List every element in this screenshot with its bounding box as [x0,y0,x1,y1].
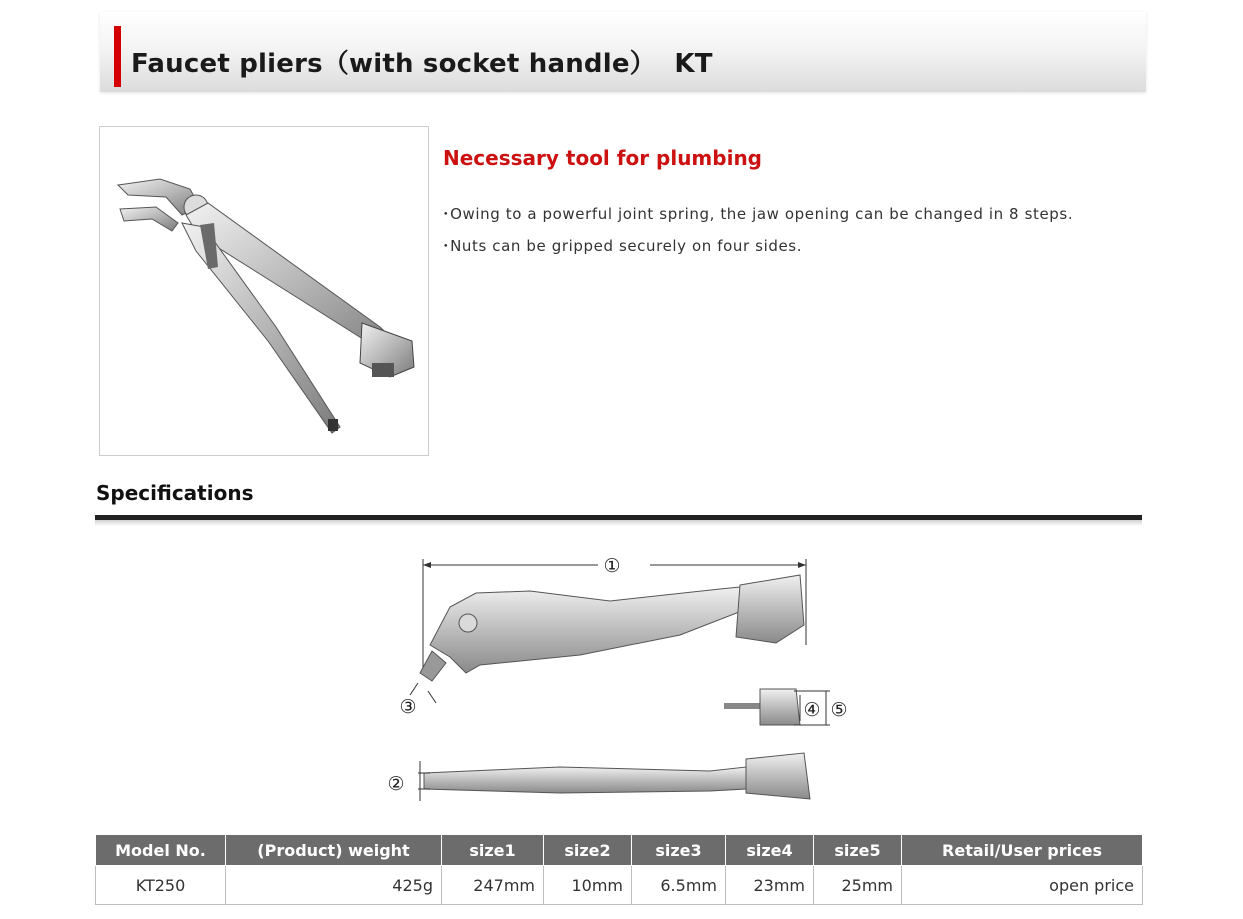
table-header-row [96,835,1143,866]
dimension-diagram [380,545,860,820]
specifications-table [95,834,1143,905]
cell-weight: 425g [226,866,442,905]
pliers-top-socket [746,753,810,799]
dim1-arrow-left [423,562,431,568]
table-row [96,866,1143,905]
feature-item: ･Owing to a powerful joint spring, the jaw opening can be changed in 8 steps. [442,205,1074,223]
product-image [99,126,429,456]
feature-list [442,204,1073,268]
specifications-heading: Specifications [96,481,254,505]
dim-label-5: ⑤ [830,699,848,721]
pliers-socket-end [736,575,804,643]
feature-item: ･Nuts can be gripped securely on four sides. [442,237,803,255]
pliers-side-body [430,587,752,673]
faucet-pliers-photo-icon [100,127,428,455]
col-header-size2: size2 [544,835,632,866]
pliers-dimension-drawing [380,545,860,820]
dim1-arrow-right [798,562,806,568]
col-header-weight: (Product) weight [226,835,442,866]
cell-price: open price [902,866,1143,905]
dim-label-2: ② [387,773,405,795]
socket-shaft [724,703,760,709]
col-header-size4: size4 [726,835,814,866]
section-divider-shadow [95,520,1142,526]
dim-label-3: ③ [399,696,417,718]
product-tagline: Necessary tool for plumbing [443,146,762,170]
cell-size4: 23mm [726,866,814,905]
cell-model: KT250 [96,866,226,905]
col-header-price: Retail/User prices [902,835,1143,866]
cell-size2: 10mm [544,866,632,905]
col-header-size1: size1 [442,835,544,866]
dim-label-1: ① [603,555,621,577]
cell-size3: 6.5mm [632,866,726,905]
socket-head [760,689,800,725]
title-accent-bar [114,26,121,87]
pliers-top-body [424,767,746,793]
col-header-model: Model No. [96,835,226,866]
col-header-size3: size3 [632,835,726,866]
page-title: Faucet pliers（with socket handle） KT [131,49,713,79]
jaw-tip [420,651,446,681]
cell-size5: 25mm [814,866,902,905]
col-header-size5: size5 [814,835,902,866]
dim-label-4: ④ [803,699,821,721]
cell-size1: 247mm [442,866,544,905]
pivot-icon [459,614,477,632]
